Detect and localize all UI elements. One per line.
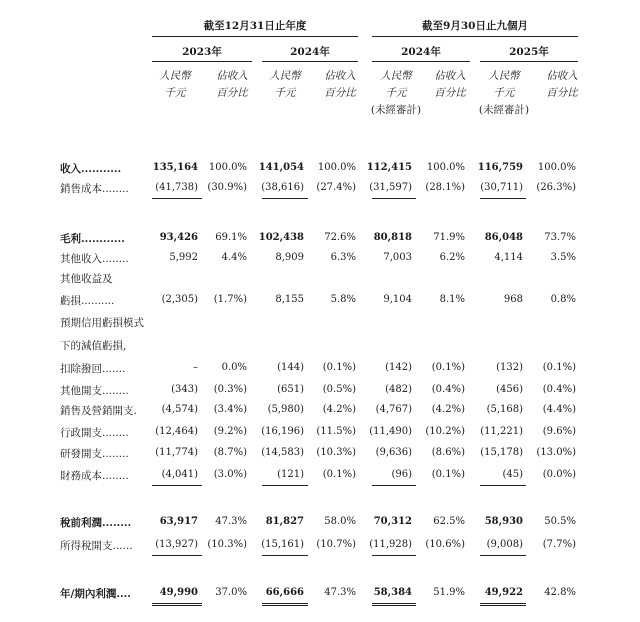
percent-cell: (13.0%) xyxy=(536,447,576,458)
unaudited-note: (未經審計) xyxy=(478,104,530,116)
amount-cell: 141,054 xyxy=(258,162,304,173)
amount-cell: (9,008) xyxy=(486,539,523,550)
row-label: 所得稅開支...... xyxy=(60,540,133,552)
percent-cell: 62.5% xyxy=(433,516,465,527)
percent-cell: (27.4%) xyxy=(316,182,356,193)
percent-cell: 42.8% xyxy=(544,587,576,598)
percent-cell: 100.0% xyxy=(208,162,247,173)
percent-cell: 8.1% xyxy=(439,294,465,305)
percent-cell: 71.9% xyxy=(433,232,465,243)
unit-pct-2025-9m xyxy=(540,68,584,102)
percent-cell: 58.0% xyxy=(324,516,356,527)
total-double-rule xyxy=(152,603,202,606)
percent-cell: (0.1%) xyxy=(322,469,356,480)
percent-cell: 4.4% xyxy=(221,252,247,263)
year-header-3: 2024年 xyxy=(401,46,441,58)
row-label: 虧損.......... xyxy=(60,295,115,307)
percent-cell: (10.6%) xyxy=(425,539,465,550)
subtotal-rule xyxy=(372,198,416,199)
amount-cell: 63,917 xyxy=(159,516,198,527)
amount-cell: 49,990 xyxy=(159,587,198,598)
percent-cell: (26.3%) xyxy=(536,182,576,193)
percent-cell: (10.2%) xyxy=(425,426,465,437)
amount-cell: 112,415 xyxy=(366,162,412,173)
amount-cell: (5,980) xyxy=(267,404,304,415)
amount-cell: 8,909 xyxy=(275,252,304,263)
unit-amount-2024fy xyxy=(265,68,305,102)
unit-amount-line2: 千元 xyxy=(274,87,296,99)
percent-cell: 37.0% xyxy=(215,587,247,598)
amount-cell: (4,574) xyxy=(161,404,198,415)
subtotal-rule xyxy=(372,555,416,556)
amount-cell: – xyxy=(193,362,198,373)
amount-cell: 70,312 xyxy=(373,516,412,527)
amount-cell: (14,583) xyxy=(261,447,304,458)
unit-pct-line1: 佔收入 xyxy=(434,70,466,82)
percent-cell: (4.2%) xyxy=(322,404,356,415)
percent-cell: 47.3% xyxy=(215,516,247,527)
unit-pct-2024fy xyxy=(318,68,362,102)
percent-cell: (10.7%) xyxy=(316,539,356,550)
percent-cell: 47.3% xyxy=(324,587,356,598)
row-label: 稅前利潤........ xyxy=(60,517,132,529)
percent-cell: (11.5%) xyxy=(316,426,356,437)
percent-cell: (0.1%) xyxy=(431,469,465,480)
amount-cell: (9,636) xyxy=(375,447,412,458)
amount-cell: (121) xyxy=(277,469,304,480)
amount-cell: (5,168) xyxy=(486,404,523,415)
percent-cell: (4.4%) xyxy=(542,404,576,415)
amount-cell: (11,774) xyxy=(155,447,198,458)
amount-cell: (132) xyxy=(496,362,523,373)
percent-cell: (0.4%) xyxy=(431,384,465,395)
percent-cell: (0.1%) xyxy=(542,362,576,373)
subtotal-rule xyxy=(262,198,308,199)
amount-cell: (38,616) xyxy=(261,182,304,193)
percent-cell: (0.1%) xyxy=(322,362,356,373)
percent-cell: 0.0% xyxy=(221,362,247,373)
row-label: 銷售成本........ xyxy=(60,183,129,195)
amount-cell: 135,164 xyxy=(152,162,198,173)
unit-pct-line2: 百分比 xyxy=(216,87,248,99)
percent-cell: 73.7% xyxy=(544,232,576,243)
amount-cell: 93,426 xyxy=(159,232,198,243)
percent-cell: 69.1% xyxy=(215,232,247,243)
percent-cell: (0.3%) xyxy=(213,384,247,395)
unit-amount-line1: 人民幣 xyxy=(269,70,301,82)
row-label: 研發開支........ xyxy=(60,448,129,460)
total-double-rule xyxy=(480,603,526,606)
row-label: 毛利............ xyxy=(60,233,125,245)
unit-amount-line2: 千元 xyxy=(385,87,407,99)
unit-amount-line1: 人民幣 xyxy=(159,70,191,82)
subtotal-rule xyxy=(152,555,202,556)
unit-pct-2023 xyxy=(210,68,254,102)
header-group-9m: 截至9月30日止九個月 xyxy=(422,20,528,32)
year-header-2: 2024年 xyxy=(290,46,330,58)
row-label: 行政開支........ xyxy=(60,427,129,439)
amount-cell: (142) xyxy=(385,362,412,373)
unit-amount-line1: 人民幣 xyxy=(488,70,520,82)
amount-cell: 7,003 xyxy=(383,252,412,263)
amount-cell: 968 xyxy=(503,294,523,305)
row-label: 財務成本........ xyxy=(60,470,129,482)
subtotal-rule xyxy=(152,485,202,486)
year-rule-3 xyxy=(372,61,470,62)
amount-cell: (482) xyxy=(385,384,412,395)
amount-cell: (11,221) xyxy=(480,426,523,437)
percent-cell: (10.3%) xyxy=(316,447,356,458)
percent-cell: (7.7%) xyxy=(542,539,576,550)
percent-cell: 5.8% xyxy=(330,294,356,305)
amount-cell: 102,438 xyxy=(258,232,304,243)
amount-cell: 81,827 xyxy=(265,516,304,527)
year-header-1: 2023年 xyxy=(182,46,222,58)
percent-cell: 72.6% xyxy=(324,232,356,243)
percent-cell: 100.0% xyxy=(537,162,576,173)
amount-cell: 5,992 xyxy=(169,252,198,263)
row-label: 其他收入........ xyxy=(60,253,129,265)
amount-cell: (41,738) xyxy=(155,182,198,193)
subtotal-rule xyxy=(152,198,202,199)
header-group-fy-rule xyxy=(152,36,358,37)
row-label: 其他開支........ xyxy=(60,385,129,397)
unit-amount-2024-9m xyxy=(366,68,426,119)
amount-cell: (343) xyxy=(171,384,198,395)
unit-pct-line2: 百分比 xyxy=(324,87,356,99)
year-rule-2 xyxy=(262,61,358,62)
percent-cell: (8.6%) xyxy=(431,447,465,458)
unit-amount-2023 xyxy=(155,68,195,102)
percent-cell: (10.3%) xyxy=(207,539,247,550)
amount-cell: 4,114 xyxy=(494,252,523,263)
row-label: 其他收益及 xyxy=(60,273,113,285)
amount-cell: (15,161) xyxy=(261,539,304,550)
unit-amount-line1: 人民幣 xyxy=(380,70,412,82)
percent-cell: 6.2% xyxy=(439,252,465,263)
amount-cell: 58,384 xyxy=(373,587,412,598)
amount-cell: (96) xyxy=(391,469,412,480)
amount-cell: (4,767) xyxy=(375,404,412,415)
percent-cell: (0.1%) xyxy=(431,362,465,373)
percent-cell: (8.7%) xyxy=(213,447,247,458)
header-group-9m-rule xyxy=(372,36,578,37)
amount-cell: 116,759 xyxy=(477,162,523,173)
percent-cell: (0.5%) xyxy=(322,384,356,395)
percent-cell: (3.0%) xyxy=(213,469,247,480)
unit-amount-line2: 千元 xyxy=(493,87,515,99)
amount-cell: (651) xyxy=(277,384,304,395)
unit-amount-line2: 千元 xyxy=(164,87,186,99)
amount-cell: (2,305) xyxy=(161,294,198,305)
subtotal-rule xyxy=(480,198,526,199)
unit-pct-line1: 佔收入 xyxy=(546,70,578,82)
amount-cell: (31,597) xyxy=(369,182,412,193)
row-label: 銷售及營銷開支. xyxy=(60,405,137,417)
percent-cell: (9.2%) xyxy=(213,426,247,437)
subtotal-rule xyxy=(480,485,526,486)
row-label: 扣除撥回....... xyxy=(60,363,126,375)
year-header-4: 2025年 xyxy=(509,46,549,58)
total-double-rule xyxy=(262,603,308,606)
amount-cell: (4,041) xyxy=(161,469,198,480)
amount-cell: (11,490) xyxy=(369,426,412,437)
amount-cell: (144) xyxy=(277,362,304,373)
amount-cell: (16,196) xyxy=(261,426,304,437)
percent-cell: (1.7%) xyxy=(213,294,247,305)
percent-cell: 0.8% xyxy=(550,294,576,305)
amount-cell: (13,927) xyxy=(155,539,198,550)
unit-pct-2024-9m xyxy=(428,68,472,102)
year-rule-4 xyxy=(480,61,578,62)
unit-pct-line2: 百分比 xyxy=(546,87,578,99)
amount-cell: (456) xyxy=(496,384,523,395)
percent-cell: 50.5% xyxy=(544,516,576,527)
percent-cell: (4.2%) xyxy=(431,404,465,415)
percent-cell: (28.1%) xyxy=(425,182,465,193)
amount-cell: (45) xyxy=(502,469,523,480)
amount-cell: (15,178) xyxy=(480,447,523,458)
unaudited-note: (未經審計) xyxy=(370,104,422,116)
subtotal-rule xyxy=(262,555,308,556)
subtotal-rule xyxy=(480,555,526,556)
unit-pct-line2: 百分比 xyxy=(434,87,466,99)
amount-cell: 8,155 xyxy=(275,294,304,305)
amount-cell: (11,928) xyxy=(369,539,412,550)
percent-cell: 6.3% xyxy=(330,252,356,263)
row-label: 收入........... xyxy=(60,163,122,175)
percent-cell: (0.0%) xyxy=(542,469,576,480)
amount-cell: 49,922 xyxy=(484,587,523,598)
header-group-fy: 截至12月31日止年度 xyxy=(203,20,307,32)
percent-cell: 3.5% xyxy=(550,252,576,263)
row-label: 下的減值虧損, xyxy=(60,340,127,352)
percent-cell: (3.4%) xyxy=(213,404,247,415)
unit-pct-line1: 佔收入 xyxy=(324,70,356,82)
amount-cell: 58,930 xyxy=(484,516,523,527)
row-label: 年/期內利潤.... xyxy=(60,588,131,600)
percent-cell: 51.9% xyxy=(433,587,465,598)
unit-pct-line1: 佔收入 xyxy=(216,70,248,82)
amount-cell: 66,666 xyxy=(265,587,304,598)
percent-cell: 100.0% xyxy=(426,162,465,173)
percent-cell: (30.9%) xyxy=(207,182,247,193)
unit-amount-2025-9m xyxy=(474,68,534,119)
amount-cell: (12,464) xyxy=(155,426,198,437)
subtotal-rule xyxy=(372,485,416,486)
amount-cell: (30,711) xyxy=(480,182,523,193)
percent-cell: (0.4%) xyxy=(542,384,576,395)
total-double-rule xyxy=(372,603,416,606)
percent-cell: 100.0% xyxy=(317,162,356,173)
row-label: 預期信用虧損模式 xyxy=(60,317,144,329)
year-rule-1 xyxy=(152,61,252,62)
subtotal-rule xyxy=(262,485,308,486)
amount-cell: 80,818 xyxy=(373,232,412,243)
amount-cell: 86,048 xyxy=(484,232,523,243)
percent-cell: (9.6%) xyxy=(542,426,576,437)
amount-cell: 9,104 xyxy=(383,294,412,305)
